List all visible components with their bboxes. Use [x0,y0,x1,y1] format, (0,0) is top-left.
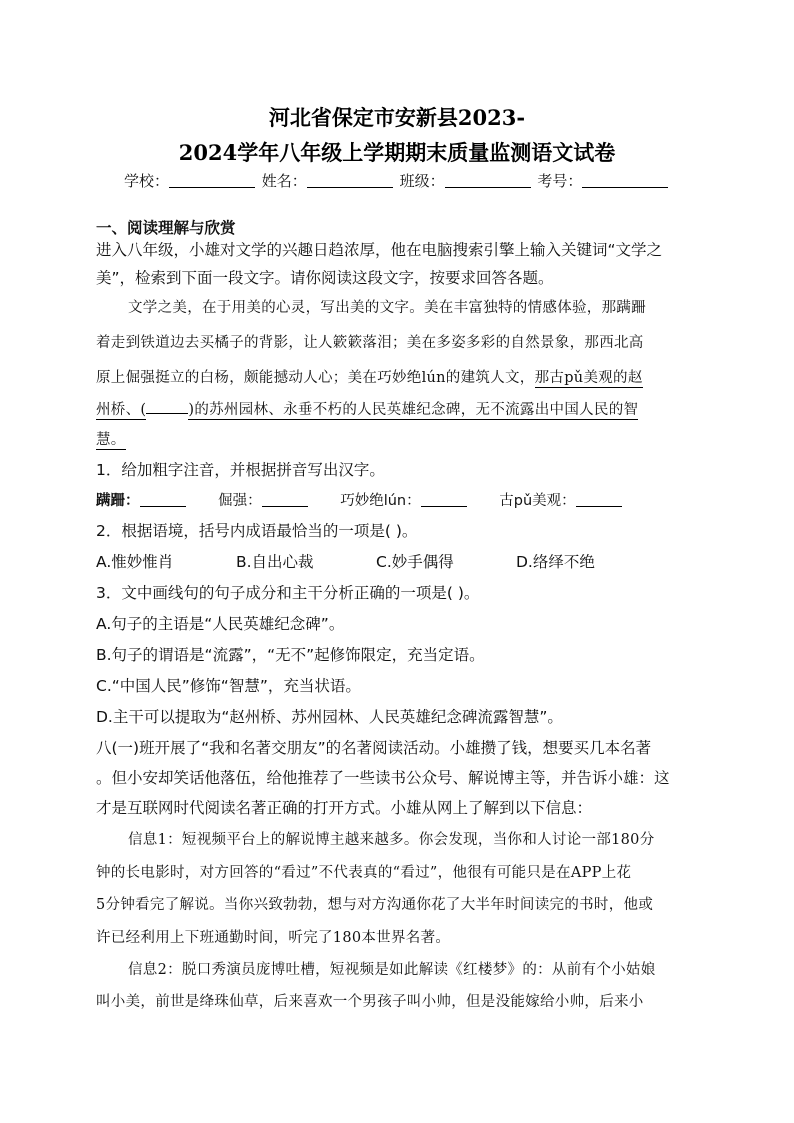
student-info-row [124,170,670,191]
passage-line-2: 着走到铁道边去买橘子的背影，让人簌簌落泪；美在多姿多彩的自然景象，那西北高 [96,335,644,351]
question-1: 1．给加粗字注音，并根据拼音写出汉字。 [96,461,385,479]
section-heading: 一、阅读理解与欣赏 [96,219,236,237]
q1-item-4-blank[interactable] [576,493,622,507]
info1-line-1: 信息1：短视频平台上的解说博主越来越多。你会发现，当你和人讨论一部180分 [128,832,655,848]
info1-line-4: 许已经利用上下班通勤时间，听完了180本世界名著。 [96,930,451,946]
question-1-items [96,489,622,510]
underlined-sentence-mid-b: )的苏州园林、永垂不朽的人民英雄纪念碑，无不流露出中国人民的智 [188,402,639,418]
class-label: 班级： [399,172,445,190]
question-2: 2．根据语境，括号内成语最恰当的一项是( )。 [96,522,418,540]
intro-line-1: 进入八年级，小雄对文学的兴趣日趋浓厚，他在电脑搜索引擎上输入关键词“文学之 [96,241,663,259]
activity-line-2: 。但小安却笑话他落伍，给他推荐了一些读书公众号、解说博主等，并告诉小雄：这 [96,769,670,787]
passage-line-3 [96,366,643,387]
activity-line-1: 八(一)班开展了“我和名著交朋友”的名著阅读活动。小雄攒了钱，想要买几本名著 [96,739,652,757]
idiom-blank[interactable] [146,412,188,414]
q2-option-c[interactable]: C.妙手偶得 [376,553,454,571]
info2-line-1: 信息2：脱口秀演员庞博吐槽，短视频是如此解读《红楼梦》的：从前有个小姑娘 [128,962,656,978]
exam-number-label: 考号： [537,172,583,190]
q2-option-a[interactable]: A.惟妙惟肖 [96,553,174,571]
school-blank[interactable] [169,173,255,188]
school-label: 学校： [124,172,170,190]
q3-option-d[interactable]: D.主干可以提取为“赵州桥、苏州园林、人民英雄纪念碑流露智慧”。 [96,708,563,726]
passage-line-3-plain: 原上倔强挺立的白杨，颇能撼动人心；美在巧妙绝lún的建筑人文， [96,370,535,386]
q3-option-a[interactable]: A.句子的主语是“人民英雄纪念碑”。 [96,615,345,633]
q3-option-c[interactable]: C.“中国人民”修饰“智慧”，充当状语。 [96,677,361,695]
info1-line-2: 钟的长电影时，对方回答的“看过”不代表真的“看过”，他很有可能只是在APP上花 [96,865,632,881]
name-label: 姓名： [261,172,307,190]
underlined-sentence-end: 慧。 [96,432,126,448]
underlined-sentence-start: 那古pǔ美观的赵 [534,370,643,386]
q1-item-1-label: 蹒跚： [96,493,140,509]
passage-line-1: 文学之美，在于用美的心灵，写出美的文字。美在丰富独特的情感体验，那蹒跚 [128,300,646,316]
q2-option-b[interactable]: B.自出心裁 [236,553,314,571]
passage-line-5 [96,428,126,449]
exam-title-line1: 河北省保定市安新县2023- [268,105,526,130]
q1-item-3-blank[interactable] [421,493,467,507]
name-blank[interactable] [307,173,393,188]
q1-item-4-label: 古pǔ美观： [499,493,576,509]
q2-option-d[interactable]: D.络绎不绝 [516,553,595,571]
info2-line-2: 叫小美，前世是绛珠仙草，后来喜欢一个男孩子叫小帅，但是没能嫁给小帅，后来小 [96,994,644,1010]
question-3: 3．文中画线句的句子成分和主干分析正确的一项是( )。 [96,584,480,602]
q1-item-3-label: 巧妙绝lún： [340,493,421,509]
info1-line-3: 5分钟看完了解说。当你兴致勃勃，想与对方沟通你花了大半年时间读完的书时，他或 [96,897,654,913]
underlined-sentence-mid-a: 州桥、( [96,402,147,418]
intro-line-2: 美”，检索到下面一段文字。请你阅读这段文字，按要求回答各题。 [96,269,554,287]
exam-number-blank[interactable] [582,173,668,188]
q1-item-1-blank[interactable] [140,493,186,507]
q3-option-b[interactable]: B.句子的谓语是“流露”，“无不”起修饰限定，充当定语。 [96,646,485,664]
class-blank[interactable] [445,173,531,188]
q1-item-2-label: 倔强： [218,493,262,509]
passage-line-4 [96,398,638,419]
activity-line-3: 才是互联网时代阅读名著正确的打开方式。小雄从网上了解到以下信息： [96,799,593,817]
q1-item-2-blank[interactable] [262,493,308,507]
exam-title-line2: 2024学年八年级上学期期末质量监测语文试卷 [178,140,616,165]
question-2-options [96,550,595,572]
